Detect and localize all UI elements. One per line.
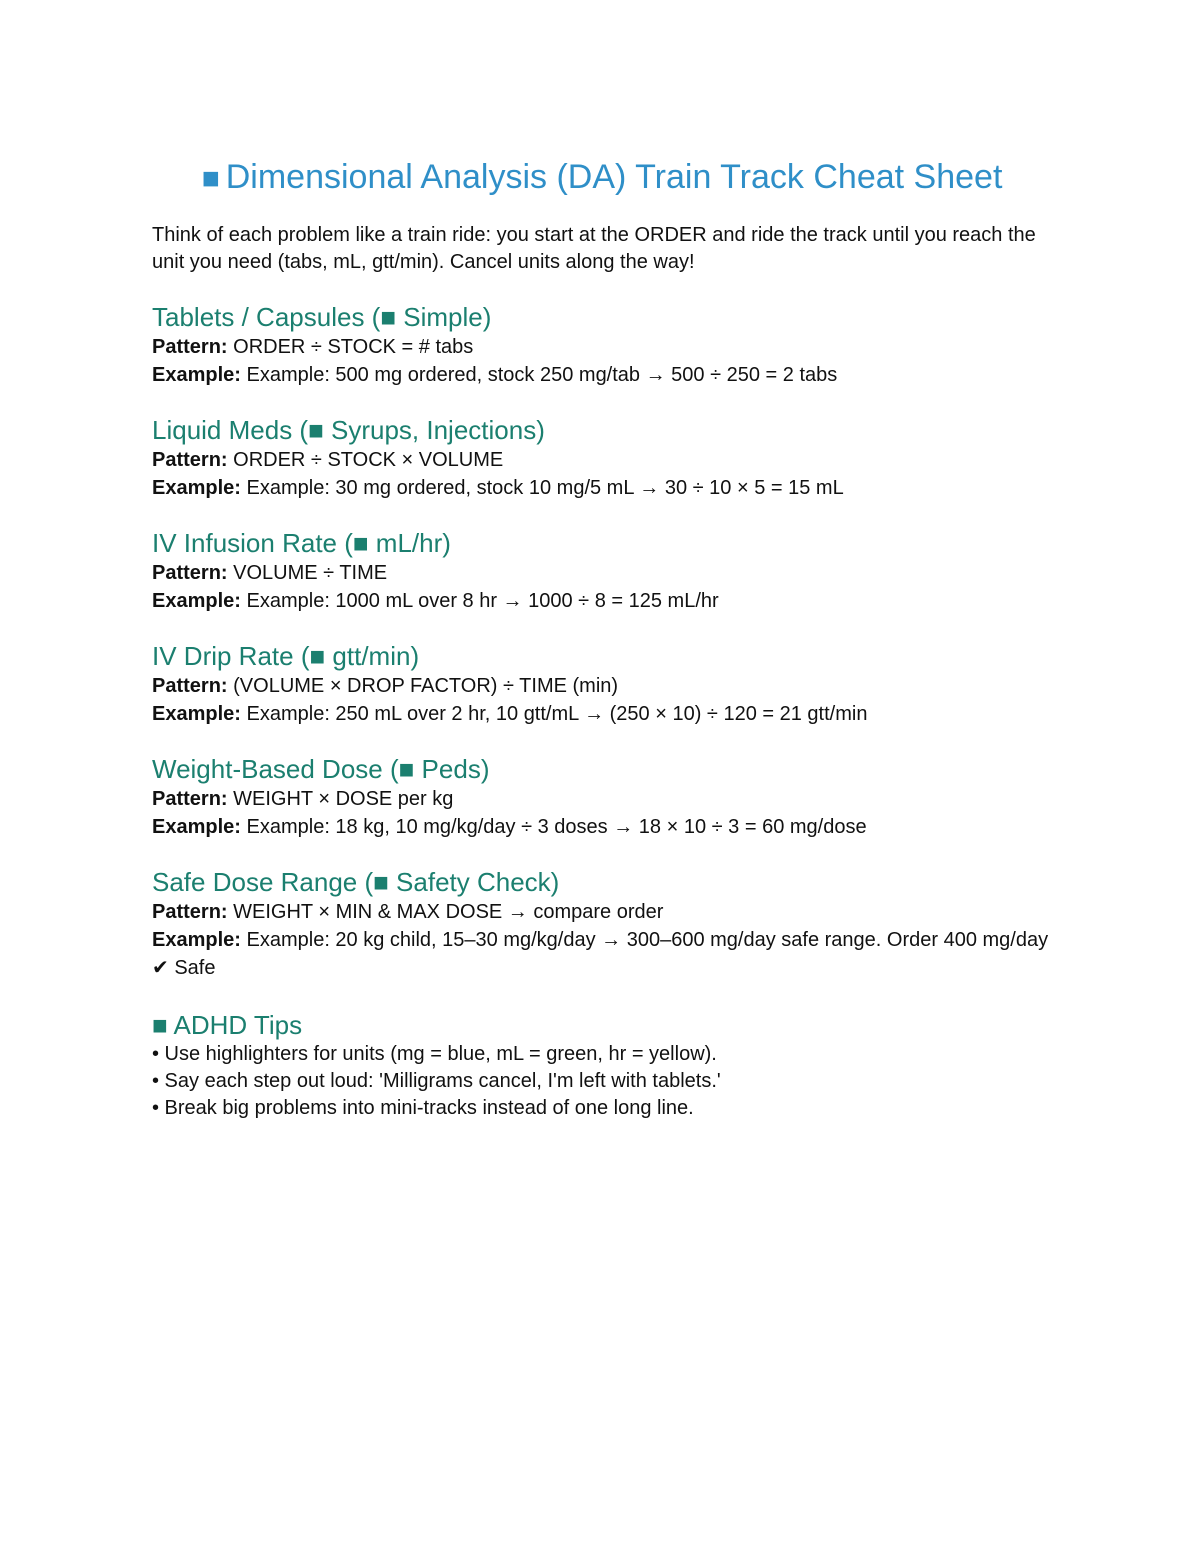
title-text: Dimensional Analysis (DA) Train Track Cheat Sheet (225, 158, 1003, 196)
section-iv-drip-rate (152, 641, 1052, 728)
section-heading: Weight-Based Dose (■ Peds) (152, 754, 490, 784)
example-text: Example: 1000 mL over 8 hr → 1000 ÷ 8 = 125 mL/hr (246, 590, 719, 612)
pattern-text: VOLUME ÷ TIME (233, 562, 388, 584)
pattern-text: WEIGHT × DOSE per kg (233, 788, 454, 810)
pattern-label: Pattern: (152, 788, 228, 810)
pattern-line (152, 785, 1052, 813)
example-text: Example: 18 kg, 10 mg/kg/day ÷ 3 doses → 18 × 10 ÷ 3 = 60 mg/dose (246, 816, 867, 838)
section-heading: IV Drip Rate (■ gtt/min) (152, 641, 420, 671)
example-label: Example: (152, 364, 241, 386)
pattern-text: (VOLUME × DROP FACTOR) ÷ TIME (min) (233, 675, 619, 697)
section-iv-infusion-rate (152, 528, 1052, 615)
section-safe-dose-range (152, 867, 1052, 982)
pattern-label: Pattern: (152, 675, 228, 697)
example-label: Example: (152, 929, 241, 951)
pattern-label: Pattern: (152, 449, 228, 471)
pattern-text: ORDER ÷ STOCK = # tabs (233, 336, 474, 358)
example-label: Example: (152, 703, 241, 725)
pattern-label: Pattern: (152, 336, 228, 358)
section-heading: IV Infusion Rate (■ mL/hr) (152, 528, 451, 558)
example-label: Example: (152, 590, 241, 612)
tip-item: • Use highlighters for units (mg = blue, mL = green, hr = yellow). (152, 1043, 717, 1065)
example-label: Example: (152, 477, 241, 499)
example-line (152, 926, 1052, 982)
cheat-sheet-page (152, 150, 1052, 1122)
example-label: Example: (152, 816, 241, 838)
pattern-line (152, 333, 1052, 361)
pattern-label: Pattern: (152, 901, 228, 923)
example-line (152, 700, 1052, 728)
section-weight-based-dose (152, 754, 1052, 841)
example-line (152, 587, 1052, 615)
pattern-text: WEIGHT × MIN & MAX DOSE → compare order (233, 901, 664, 923)
section-tablets (152, 302, 1052, 389)
pattern-line (152, 559, 1052, 587)
pattern-line (152, 898, 1052, 926)
pattern-label: Pattern: (152, 562, 228, 584)
section-heading: Tablets / Capsules (■ Simple) (152, 302, 492, 332)
example-text: Example: 250 mL over 2 hr, 10 gtt/mL → (250 × 10) ÷ 120 = 21 gtt/min (246, 703, 868, 725)
title-square-icon: ■ (201, 162, 220, 195)
page-title (152, 150, 1052, 206)
section-heading: Liquid Meds (■ Syrups, Injections) (152, 415, 545, 445)
section-heading: ■ ADHD Tips (152, 1010, 303, 1040)
section-adhd-tips (152, 1010, 1052, 1122)
pattern-line (152, 672, 1052, 700)
example-line (152, 813, 1052, 841)
intro-paragraph: Think of each problem like a train ride: you start at the ORDER and ride the track until you reach the unit you need (tabs, mL, gtt/min). Cancel units along the way! (152, 224, 1036, 273)
example-text: Example: 30 mg ordered, stock 10 mg/5 mL → 30 ÷ 10 × 5 = 15 mL (246, 477, 844, 499)
pattern-line (152, 446, 1052, 474)
example-line (152, 474, 1052, 502)
example-text: Example: 20 kg child, 15–30 mg/kg/day → 300–600 mg/day safe range. Order 400 mg/day ✔ Safe (152, 929, 1049, 979)
tip-item: • Break big problems into mini-tracks instead of one long line. (152, 1097, 694, 1119)
tip-item: • Say each step out loud: 'Milligrams cancel, I'm left with tablets.' (152, 1070, 721, 1092)
section-liquid-meds (152, 415, 1052, 502)
example-text: Example: 500 mg ordered, stock 250 mg/tab → 500 ÷ 250 = 2 tabs (246, 364, 838, 386)
pattern-text: ORDER ÷ STOCK × VOLUME (233, 449, 504, 471)
example-line (152, 361, 1052, 389)
section-heading: Safe Dose Range (■ Safety Check) (152, 867, 560, 897)
